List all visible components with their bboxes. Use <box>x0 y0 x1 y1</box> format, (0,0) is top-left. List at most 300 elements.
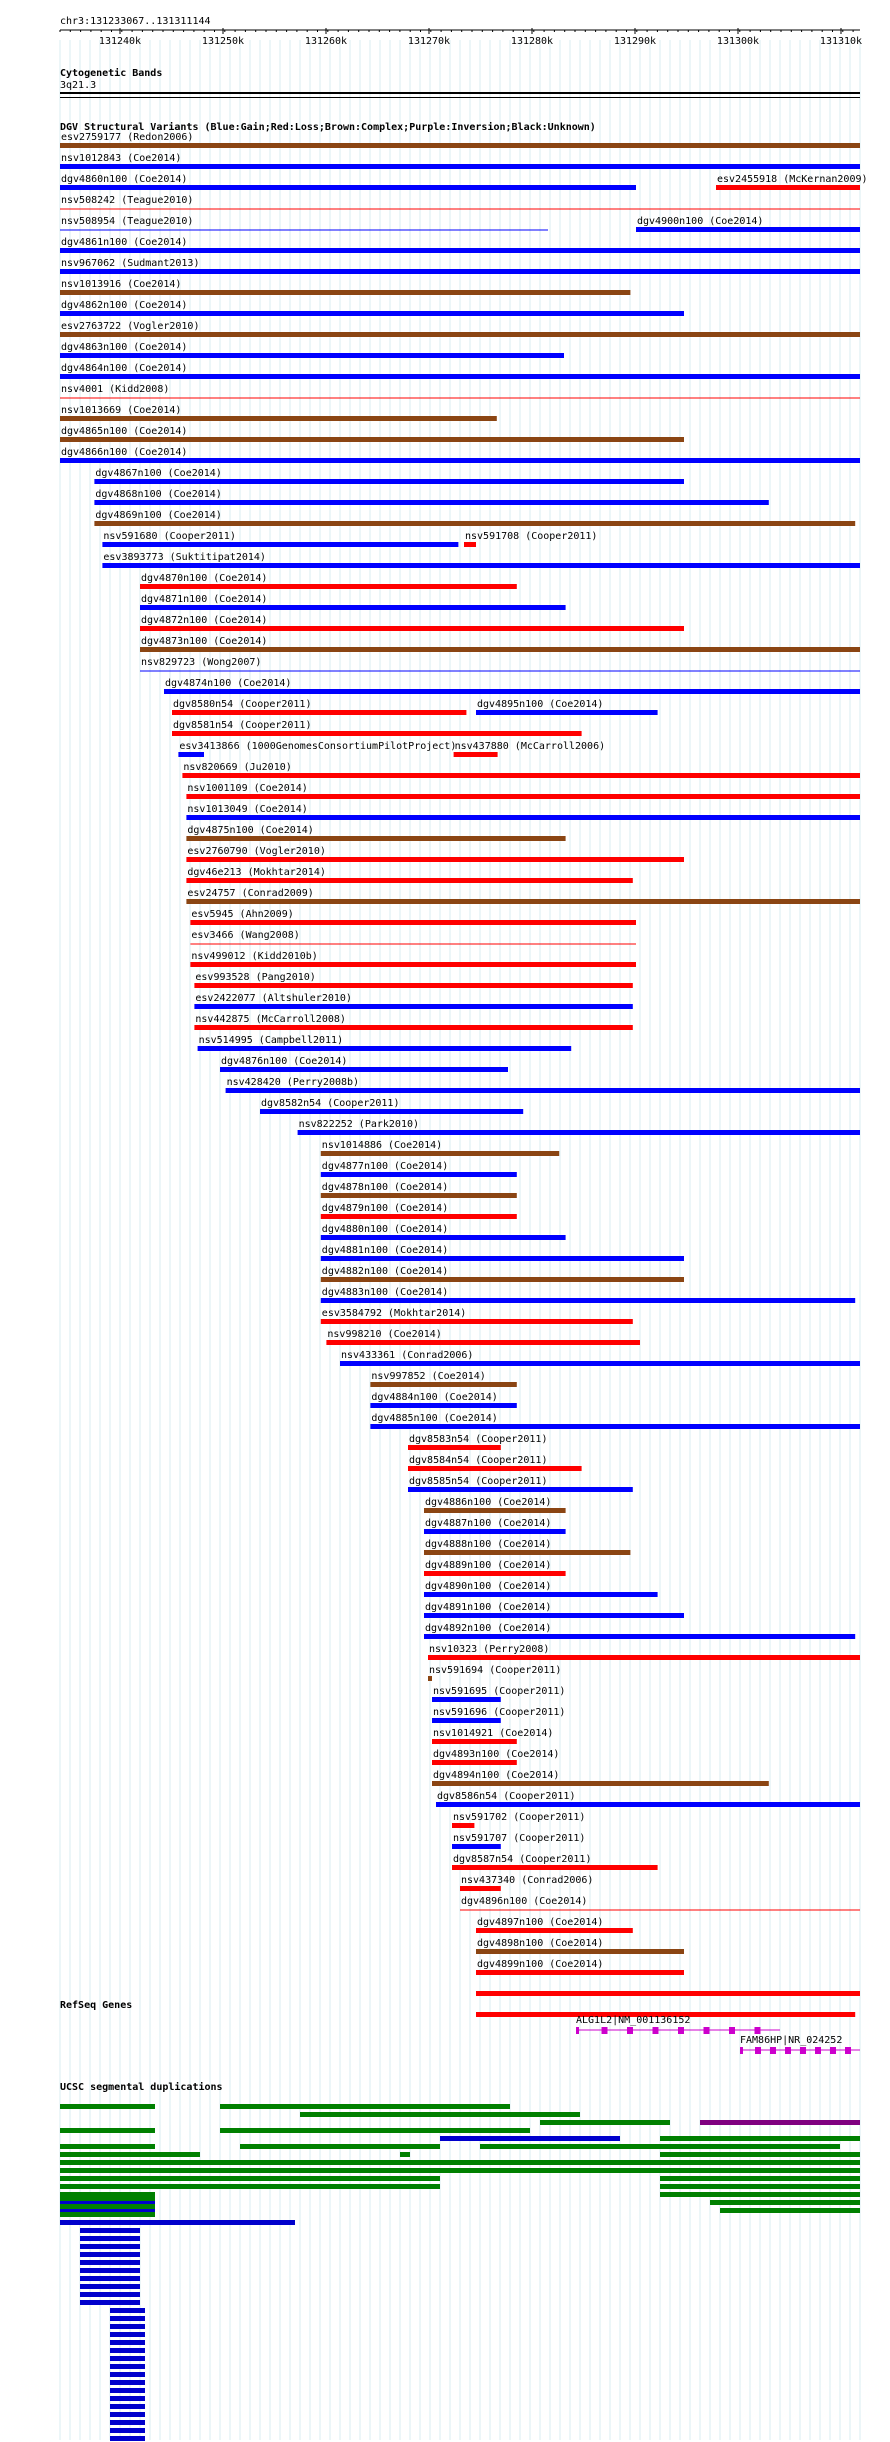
segdup-block[interactable] <box>660 2184 860 2189</box>
variant-bar[interactable] <box>424 1592 658 1597</box>
variant-row[interactable] <box>370 1413 860 1429</box>
variant-label[interactable]: nsv1013916 (Coe2014) <box>61 279 182 290</box>
variant-label[interactable]: dgv4874n100 (Coe2014) <box>165 678 292 689</box>
variant-row[interactable] <box>60 174 868 190</box>
variant-label[interactable]: nsv1013049 (Coe2014) <box>187 804 308 815</box>
variant-bar[interactable] <box>186 815 860 820</box>
variant-row[interactable] <box>186 783 860 799</box>
variant-bar[interactable] <box>432 1697 501 1702</box>
variant-row[interactable] <box>370 1371 516 1387</box>
variant-label[interactable]: esv3584792 (Mokhtar2014) <box>321 1308 467 1319</box>
variant-label[interactable]: dgv4888n100 (Coe2014) <box>425 1539 552 1550</box>
variant-bar[interactable] <box>198 1046 572 1051</box>
variant-label[interactable]: dgv4879n100 (Coe2014) <box>321 1203 449 1214</box>
variant-row[interactable] <box>321 1203 517 1219</box>
variant-row[interactable] <box>164 678 860 694</box>
variant-label[interactable]: nsv1001109 (Coe2014) <box>187 783 308 794</box>
variant-bar[interactable] <box>716 185 860 190</box>
variant-bar[interactable] <box>194 1004 632 1009</box>
variant-bar[interactable] <box>94 500 768 505</box>
variant-bar[interactable] <box>94 479 684 484</box>
variant-row[interactable] <box>321 1224 566 1240</box>
variant-row[interactable] <box>94 489 768 505</box>
variant-label[interactable]: nsv499012 (Kidd2010b) <box>191 951 318 962</box>
variant-label[interactable]: nsv591707 (Cooper2011) <box>453 1833 586 1844</box>
variant-bar[interactable] <box>424 1613 684 1618</box>
variant-bar[interactable] <box>452 1865 658 1870</box>
variant-bar[interactable] <box>186 836 565 841</box>
variant-bar[interactable] <box>321 1298 855 1303</box>
variant-label[interactable]: esv993528 (Pang2010) <box>195 972 316 983</box>
variant-bar[interactable] <box>60 332 860 337</box>
variant-row[interactable] <box>226 1077 860 1093</box>
segdup-block[interactable] <box>110 2356 145 2361</box>
variant-label[interactable]: dgv4882n100 (Coe2014) <box>321 1266 449 1277</box>
variant-row[interactable] <box>476 1991 860 1996</box>
variant-label[interactable]: dgv4875n100 (Coe2014) <box>187 825 314 836</box>
variant-label[interactable]: dgv4864n100 (Coe2014) <box>61 363 188 374</box>
variant-label[interactable]: nsv967062 (Sudmant2013) <box>61 258 200 269</box>
variant-label[interactable]: dgv8584n54 (Cooper2011) <box>409 1455 548 1466</box>
variant-row[interactable] <box>424 1497 566 1513</box>
segdup-block[interactable] <box>60 2184 440 2189</box>
variant-row[interactable] <box>432 1686 565 1702</box>
variant-row[interactable] <box>298 1119 860 1135</box>
variant-row[interactable] <box>476 1938 684 1954</box>
variant-label[interactable]: dgv8585n54 (Cooper2011) <box>409 1476 548 1487</box>
variant-bar[interactable] <box>172 731 582 736</box>
variant-label[interactable]: nsv591696 (Cooper2011) <box>433 1707 566 1718</box>
variant-row[interactable] <box>194 993 632 1009</box>
variant-label[interactable]: dgv4865n100 (Coe2014) <box>61 426 188 437</box>
segdup-block[interactable] <box>220 2104 510 2109</box>
variant-label[interactable]: nsv428420 (Perry2008b) <box>226 1077 360 1088</box>
variant-bar[interactable] <box>102 563 860 568</box>
segdup-block[interactable] <box>60 2176 440 2181</box>
variant-row[interactable] <box>194 1014 632 1030</box>
segdup-block[interactable] <box>110 2308 145 2313</box>
segdup-block[interactable] <box>240 2144 440 2149</box>
segdup-block[interactable] <box>60 2204 155 2209</box>
variant-label[interactable]: dgv4862n100 (Coe2014) <box>61 300 188 311</box>
variant-bar[interactable] <box>464 542 476 547</box>
variant-label[interactable]: dgv4887n100 (Coe2014) <box>425 1518 552 1529</box>
variant-bar[interactable] <box>186 899 860 904</box>
variant-label[interactable]: esv3466 (Wang2008) <box>191 930 300 941</box>
variant-row[interactable] <box>190 951 636 967</box>
segdup-block[interactable] <box>110 2436 145 2441</box>
variant-label[interactable]: esv2455918 (McKernan2009) <box>717 174 868 185</box>
variant-bar[interactable] <box>432 1739 517 1744</box>
variant-bar[interactable] <box>60 458 860 463</box>
variant-bar[interactable] <box>321 1319 633 1324</box>
segdup-block[interactable] <box>660 2152 860 2157</box>
variant-row[interactable] <box>424 1581 658 1597</box>
variant-bar[interactable] <box>476 1991 860 1996</box>
segdup-block[interactable] <box>110 2340 145 2345</box>
segdup-block[interactable] <box>110 2332 145 2337</box>
variant-bar[interactable] <box>194 1025 632 1030</box>
variant-bar[interactable] <box>636 227 860 232</box>
segdup-block[interactable] <box>300 2112 580 2117</box>
variant-row[interactable] <box>476 1917 633 1933</box>
variant-bar[interactable] <box>186 794 860 799</box>
variant-bar[interactable] <box>140 584 517 589</box>
variant-bar[interactable] <box>476 1949 684 1954</box>
variant-bar[interactable] <box>370 1382 516 1387</box>
variant-bar[interactable] <box>60 311 684 316</box>
variant-bar[interactable] <box>454 752 498 757</box>
variant-row[interactable] <box>428 1644 860 1660</box>
variant-row[interactable] <box>102 552 860 568</box>
variant-row[interactable] <box>428 1665 561 1681</box>
variant-label[interactable]: nsv1012843 (Coe2014) <box>61 153 182 164</box>
variant-bar[interactable] <box>321 1256 684 1261</box>
variant-bar[interactable] <box>408 1445 501 1450</box>
segdup-block[interactable] <box>60 2128 155 2133</box>
variant-label[interactable]: dgv4884n100 (Coe2014) <box>371 1392 498 1403</box>
variant-bar[interactable] <box>172 710 466 715</box>
variant-bar[interactable] <box>178 752 204 757</box>
variant-label[interactable]: nsv442875 (McCarroll2008) <box>195 1014 346 1025</box>
segdup-track-title[interactable]: UCSC segmental duplications <box>60 2082 223 2093</box>
variant-row[interactable] <box>198 1035 572 1051</box>
variant-bar[interactable] <box>452 1823 474 1828</box>
segdup-block[interactable] <box>110 2412 145 2417</box>
variant-bar[interactable] <box>60 143 860 148</box>
segdup-block[interactable] <box>60 2168 860 2173</box>
variant-row[interactable] <box>172 699 658 715</box>
variant-bar[interactable] <box>220 1067 508 1072</box>
segdup-block[interactable] <box>220 2128 530 2133</box>
variant-row[interactable] <box>408 1455 582 1471</box>
variant-label[interactable]: dgv4876n100 (Coe2014) <box>221 1056 348 1067</box>
variant-label[interactable]: nsv591695 (Cooper2011) <box>433 1686 566 1697</box>
variant-bar[interactable] <box>60 437 684 442</box>
refseq-track-title[interactable]: RefSeq Genes <box>60 2000 133 2011</box>
variant-row[interactable] <box>220 1056 508 1072</box>
variant-label[interactable]: dgv4870n100 (Coe2014) <box>141 573 268 584</box>
variant-bar[interactable] <box>298 1130 860 1135</box>
variant-label[interactable]: nsv591702 (Cooper2011) <box>453 1812 586 1823</box>
variant-label[interactable]: dgv4868n100 (Coe2014) <box>95 489 222 500</box>
variant-row[interactable] <box>321 1182 517 1198</box>
variant-row[interactable] <box>60 405 497 421</box>
variant-label[interactable]: nsv998210 (Coe2014) <box>327 1329 442 1340</box>
variant-row[interactable] <box>178 741 605 757</box>
variant-row[interactable] <box>436 1791 860 1807</box>
variant-label[interactable]: nsv1014921 (Coe2014) <box>433 1728 554 1739</box>
variant-label[interactable]: nsv829723 (Wong2007) <box>141 657 262 668</box>
segdup-block[interactable] <box>110 2420 145 2425</box>
variant-label[interactable]: dgv4863n100 (Coe2014) <box>61 342 188 353</box>
variant-label[interactable]: dgv4878n100 (Coe2014) <box>321 1182 449 1193</box>
variant-bar[interactable] <box>102 542 458 547</box>
segdup-block[interactable] <box>110 2324 145 2329</box>
segdup-block[interactable] <box>80 2244 140 2249</box>
variant-row[interactable] <box>60 279 630 295</box>
variant-row[interactable] <box>424 1539 630 1555</box>
variant-bar[interactable] <box>424 1529 566 1534</box>
variant-label[interactable]: dgv4893n100 (Coe2014) <box>433 1749 560 1760</box>
variant-row[interactable] <box>326 1329 640 1345</box>
variant-label[interactable]: esv2422077 (Altshuler2010) <box>195 993 352 1004</box>
segdup-block[interactable] <box>60 2220 155 2225</box>
variant-label[interactable]: dgv4899n100 (Coe2014) <box>477 1959 604 1970</box>
variant-label[interactable]: dgv4872n100 (Coe2014) <box>141 615 268 626</box>
variant-bar[interactable] <box>140 626 684 631</box>
variant-bar[interactable] <box>182 773 860 778</box>
segdup-block[interactable] <box>440 2136 620 2141</box>
segdup-block[interactable] <box>660 2192 860 2197</box>
variant-row[interactable] <box>186 804 860 820</box>
variant-label[interactable]: nsv1014886 (Coe2014) <box>321 1140 443 1151</box>
variant-bar[interactable] <box>436 1802 860 1807</box>
variant-bar[interactable] <box>164 689 860 694</box>
variant-label[interactable]: dgv4860n100 (Coe2014) <box>61 174 188 185</box>
variant-bar[interactable] <box>60 416 497 421</box>
segdup-block[interactable] <box>660 2136 860 2141</box>
variant-bar[interactable] <box>370 1424 860 1429</box>
variant-row[interactable] <box>321 1308 633 1324</box>
variant-label[interactable]: nsv433361 (Conrad2006) <box>341 1350 474 1361</box>
variant-label[interactable]: dgv8583n54 (Cooper2011) <box>409 1434 548 1445</box>
variant-label[interactable]: dgv46e213 (Mokhtar2014) <box>187 867 326 878</box>
variant-label[interactable]: dgv4871n100 (Coe2014) <box>141 594 268 605</box>
variant-label[interactable]: dgv4897n100 (Coe2014) <box>477 1917 604 1928</box>
variant-label[interactable]: dgv4881n100 (Coe2014) <box>321 1245 449 1256</box>
variant-bar[interactable] <box>321 1235 566 1240</box>
variant-bar[interactable] <box>460 1886 501 1891</box>
variant-label[interactable]: esv24757 (Conrad2009) <box>187 888 314 899</box>
variant-row[interactable] <box>370 1392 516 1408</box>
variant-label[interactable]: dgv8582n54 (Cooper2011) <box>261 1098 400 1109</box>
variant-row[interactable] <box>140 594 566 610</box>
variant-row[interactable] <box>424 1602 684 1618</box>
variant-label[interactable]: nsv4001 (Kidd2008) <box>61 384 170 395</box>
segdup-block[interactable] <box>110 2364 145 2369</box>
variant-label[interactable]: dgv4880n100 (Coe2014) <box>321 1224 449 1235</box>
variant-label[interactable]: esv2763722 (Vogler2010) <box>61 321 200 332</box>
variant-bar[interactable] <box>326 1340 640 1345</box>
variant-label[interactable]: dgv4889n100 (Coe2014) <box>425 1560 552 1571</box>
cytoband-track-title[interactable]: Cytogenetic Bands <box>60 68 163 79</box>
refseq-gene[interactable] <box>576 2015 780 2034</box>
variant-label[interactable]: dgv4861n100 (Coe2014) <box>61 237 188 248</box>
variant-row[interactable] <box>321 1287 855 1303</box>
refseq-gene[interactable] <box>740 2035 860 2054</box>
variant-row[interactable] <box>182 762 860 778</box>
variant-label[interactable]: nsv508242 (Teague2010) <box>61 195 194 206</box>
variant-bar[interactable] <box>424 1550 630 1555</box>
variant-bar[interactable] <box>140 647 860 652</box>
variant-label[interactable]: dgv8581n54 (Cooper2011) <box>173 720 312 731</box>
segdup-block[interactable] <box>720 2208 860 2213</box>
variant-label[interactable]: dgv8580n54 (Cooper2011) <box>173 699 312 710</box>
segdup-block[interactable] <box>110 2316 145 2321</box>
variant-row[interactable] <box>408 1434 547 1450</box>
segdup-block[interactable] <box>80 2260 140 2265</box>
variant-row[interactable] <box>432 1707 565 1723</box>
variant-bar[interactable] <box>321 1214 517 1219</box>
variant-bar[interactable] <box>60 269 860 274</box>
variant-row[interactable] <box>424 1560 566 1576</box>
variant-row[interactable] <box>452 1833 585 1849</box>
segdup-block[interactable] <box>700 2120 860 2125</box>
variant-label[interactable]: esv2760790 (Vogler2010) <box>187 846 326 857</box>
variant-label[interactable]: nsv10323 (Perry2008) <box>429 1644 550 1655</box>
variant-bar[interactable] <box>186 857 684 862</box>
variant-label[interactable]: nsv591680 (Cooper2011) <box>103 531 236 542</box>
segdup-block[interactable] <box>80 2252 140 2257</box>
variant-label[interactable]: dgv4883n100 (Coe2014) <box>321 1287 449 1298</box>
segdup-block[interactable] <box>60 2104 155 2109</box>
variant-row[interactable] <box>186 825 565 841</box>
variant-label[interactable]: esv3893773 (Suktitipat2014) <box>103 552 266 563</box>
variant-label[interactable]: nsv437340 (Conrad2006) <box>461 1875 594 1886</box>
variant-label[interactable]: nsv822252 (Park2010) <box>298 1119 420 1130</box>
variant-label[interactable]: dgv4877n100 (Coe2014) <box>321 1161 449 1172</box>
segdup-block[interactable] <box>80 2292 140 2297</box>
variant-row[interactable] <box>321 1161 517 1177</box>
variant-row[interactable] <box>432 1728 553 1744</box>
variant-label[interactable]: nsv514995 (Campbell2011) <box>198 1035 344 1046</box>
segdup-block[interactable] <box>60 2196 155 2201</box>
variant-label[interactable]: dgv4895n100 (Coe2014) <box>477 699 604 710</box>
variant-bar[interactable] <box>432 1718 501 1723</box>
variant-bar[interactable] <box>340 1361 860 1366</box>
segdup-block[interactable] <box>60 2152 200 2157</box>
variant-row[interactable] <box>476 1959 684 1975</box>
variant-bar[interactable] <box>476 1928 633 1933</box>
segdup-block[interactable] <box>710 2200 860 2205</box>
variant-label[interactable]: nsv508954 (Teague2010) <box>61 216 194 227</box>
segdup-block[interactable] <box>60 2212 155 2217</box>
variant-bar[interactable] <box>432 1781 769 1786</box>
variant-row[interactable] <box>94 468 684 484</box>
variant-bar[interactable] <box>186 878 632 883</box>
variant-label[interactable]: nsv820669 (Ju2010) <box>183 762 292 773</box>
variant-label[interactable]: dgv8587n54 (Cooper2011) <box>453 1854 592 1865</box>
segdup-block[interactable] <box>80 2228 140 2233</box>
variant-label[interactable]: nsv591694 (Cooper2011) <box>429 1665 562 1676</box>
segdup-block[interactable] <box>80 2268 140 2273</box>
variant-bar[interactable] <box>432 1760 517 1765</box>
segdup-block[interactable] <box>80 2276 140 2281</box>
segdup-block[interactable] <box>480 2144 840 2149</box>
variant-bar[interactable] <box>60 185 636 190</box>
variant-label[interactable]: esv5945 (Ahn2009) <box>191 909 294 920</box>
variant-row[interactable] <box>186 846 684 862</box>
variant-bar[interactable] <box>428 1655 860 1660</box>
variant-label[interactable]: dgv4866n100 (Coe2014) <box>61 447 188 458</box>
variant-label[interactable]: dgv4890n100 (Coe2014) <box>425 1581 552 1592</box>
variant-label[interactable]: dgv4869n100 (Coe2014) <box>95 510 222 521</box>
variant-bar[interactable] <box>226 1088 860 1093</box>
variant-label[interactable]: dgv4896n100 (Coe2014) <box>461 1896 588 1907</box>
segdup-block[interactable] <box>110 2404 145 2409</box>
segdup-block[interactable] <box>155 2220 295 2225</box>
gene-label[interactable]: FAM86HP|NR_024252 <box>740 2035 843 2046</box>
variant-bar[interactable] <box>321 1193 517 1198</box>
variant-label[interactable]: dgv4892n100 (Coe2014) <box>425 1623 552 1634</box>
dgv-track-title[interactable]: DGV Structural Variants (Blue:Gain;Red:Loss;Brown:Complex;Purple:Inversion;Black:Unknown) <box>60 122 596 133</box>
segdup-block[interactable] <box>110 2348 145 2353</box>
segdup-block[interactable] <box>540 2120 670 2125</box>
variant-bar[interactable] <box>260 1109 523 1114</box>
variant-label[interactable]: dgv4886n100 (Coe2014) <box>425 1497 552 1508</box>
variant-bar[interactable] <box>370 1403 516 1408</box>
variant-bar[interactable] <box>60 164 860 169</box>
variant-bar[interactable] <box>321 1151 559 1156</box>
variant-label[interactable]: dgv4891n100 (Coe2014) <box>425 1602 552 1613</box>
variant-bar[interactable] <box>190 962 636 967</box>
variant-bar[interactable] <box>424 1571 566 1576</box>
variant-bar[interactable] <box>428 1676 432 1681</box>
segdup-block[interactable] <box>660 2176 860 2181</box>
variant-row[interactable] <box>321 1140 559 1156</box>
variant-row[interactable] <box>260 1098 523 1114</box>
variant-row[interactable] <box>190 930 636 944</box>
segdup-block[interactable] <box>80 2300 140 2305</box>
variant-bar[interactable] <box>60 353 564 358</box>
variant-label[interactable]: dgv4885n100 (Coe2014) <box>371 1413 498 1424</box>
variant-label[interactable]: dgv4894n100 (Coe2014) <box>433 1770 560 1781</box>
segdup-block[interactable] <box>400 2152 410 2157</box>
variant-bar[interactable] <box>194 983 632 988</box>
variant-label[interactable]: esv3413866 (1000GenomesConsortiumPilotProject) <box>179 741 457 752</box>
variant-label[interactable]: nsv1013669 (Coe2014) <box>61 405 182 416</box>
segdup-block[interactable] <box>110 2388 145 2393</box>
variant-bar[interactable] <box>424 1634 855 1639</box>
variant-row[interactable] <box>60 342 564 358</box>
variant-label[interactable]: nsv997852 (Coe2014) <box>371 1371 486 1382</box>
segdup-block[interactable] <box>110 2372 145 2377</box>
variant-row[interactable] <box>190 909 636 925</box>
variant-row[interactable] <box>408 1476 633 1492</box>
variant-bar[interactable] <box>452 1844 501 1849</box>
variant-row[interactable] <box>460 1875 593 1891</box>
variant-bar[interactable] <box>408 1487 633 1492</box>
variant-bar[interactable] <box>476 1970 684 1975</box>
variant-label[interactable]: nsv437880 (McCarroll2006) <box>454 741 606 752</box>
variant-bar[interactable] <box>476 710 658 715</box>
segdup-block[interactable] <box>80 2236 140 2241</box>
variant-bar[interactable] <box>408 1466 582 1471</box>
gene-label[interactable]: ALG1L2|NM_001136152 <box>576 2015 691 2026</box>
variant-bar[interactable] <box>424 1508 566 1513</box>
segdup-block[interactable] <box>110 2396 145 2401</box>
variant-label[interactable]: dgv4867n100 (Coe2014) <box>95 468 222 479</box>
variant-row[interactable] <box>140 615 684 631</box>
variant-bar[interactable] <box>94 521 855 526</box>
segdup-block[interactable] <box>60 2160 860 2165</box>
variant-label[interactable]: dgv4898n100 (Coe2014) <box>477 1938 604 1949</box>
variant-row[interactable] <box>194 972 632 988</box>
variant-bar[interactable] <box>190 920 636 925</box>
variant-row[interactable] <box>452 1812 585 1828</box>
segdup-block[interactable] <box>110 2428 145 2433</box>
segdup-block[interactable] <box>80 2284 140 2289</box>
variant-bar[interactable] <box>140 605 566 610</box>
variant-row[interactable] <box>452 1854 658 1870</box>
variant-row[interactable] <box>94 510 855 526</box>
variant-bar[interactable] <box>321 1172 517 1177</box>
variant-bar[interactable] <box>60 248 860 253</box>
segdup-block[interactable] <box>60 2144 155 2149</box>
segdup-block[interactable] <box>110 2380 145 2385</box>
variant-bar[interactable] <box>60 374 860 379</box>
